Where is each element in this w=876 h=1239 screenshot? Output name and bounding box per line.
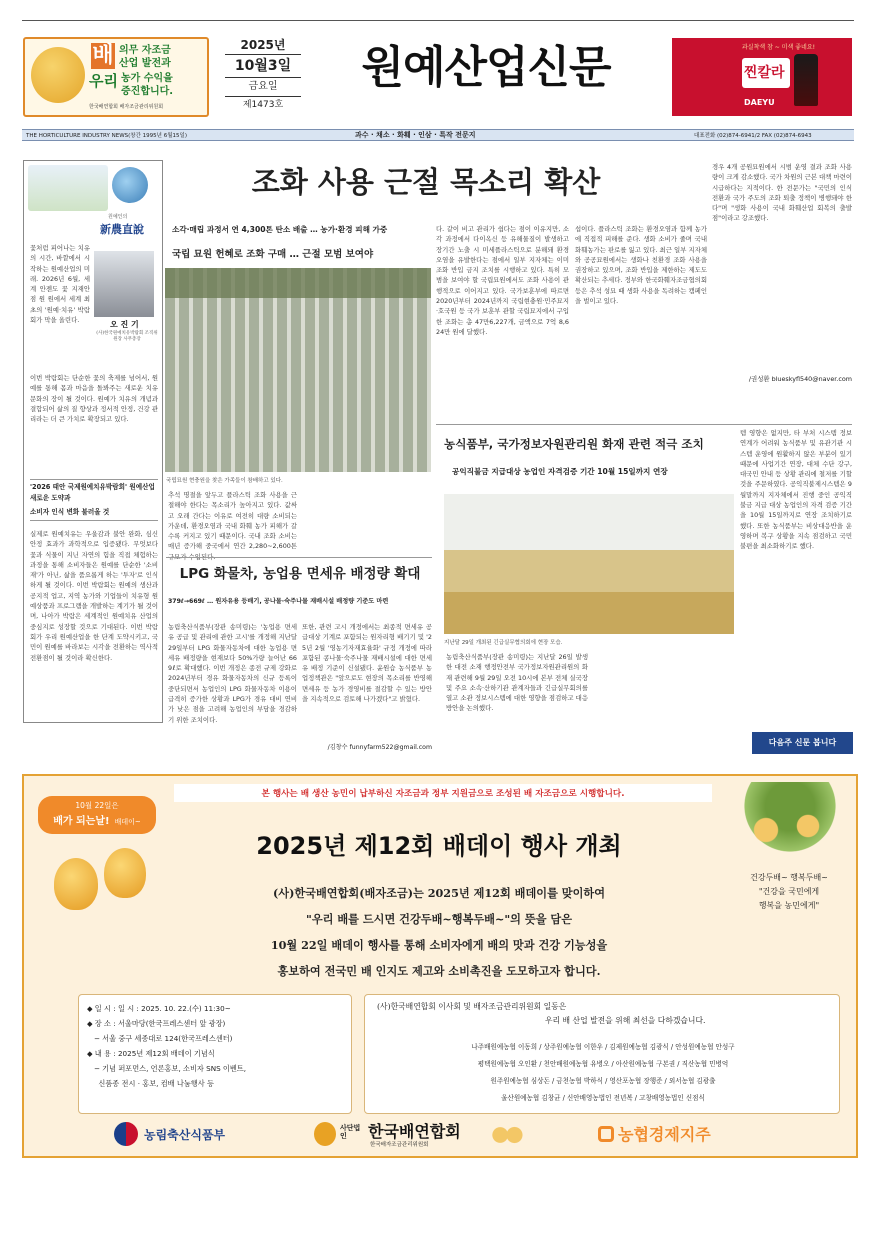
nonghyup-logo-icon	[598, 1126, 614, 1142]
right-ad[interactable]	[672, 38, 852, 116]
left-ad-line2: 산업 발전과	[119, 58, 171, 69]
pear-mascot-icon	[31, 47, 85, 103]
banner-notice: 본 행사는 배 생산 농민이 납부하신 자조금과 정부 지원금으로 조성된 배 자조금으로 시행합니다.	[174, 784, 712, 802]
event-info-address: − 서울 중구 세종대로 124(한국프레스센터)	[87, 1034, 233, 1043]
date-monthday: 10월3일	[225, 55, 301, 78]
footer-ministry: 농림축산식품부	[144, 1128, 226, 1142]
date-year: 2025년	[225, 37, 301, 55]
article3-headline: 농식품부, 국가정보자원관리원 화재 관련 적극 조치	[444, 437, 704, 451]
members-box	[364, 994, 840, 1114]
pear-day-badge	[38, 796, 156, 834]
author-name: 오 진 기	[110, 320, 139, 329]
badge-line2: 배가 되는날!	[53, 816, 110, 827]
subbar-founded: THE HORTICULTURE INDUSTRY NEWS(창간 1995년 6월15일)	[26, 133, 187, 139]
event-info-detail1: − 기념 퍼포먼스, 언론홍보, 소비자 SNS 이벤트,	[87, 1064, 247, 1073]
event-info-box	[78, 994, 352, 1114]
footer-nonghyup: 농협경제지주	[618, 1125, 711, 1144]
opinion-column	[23, 160, 163, 723]
banner-slogan3: 행복을 농민에게"	[758, 901, 820, 910]
members-title2: 우리 배 산업 발전을 위해 최선을 다하겠습니다.	[545, 1016, 706, 1025]
article2-col-b: 또한, 관련 고시 개정에서는 최종적 면세유 공급대상 기계로 포함되는 원자리형 배기기 및 '25년 2월 '영농기자재효율화' 규정 개정에 따라 포함된 콩나물·숙주나물 재배시설에 대한 면세유 배정 기준이 신설됐다. 윤원습 농식품부 농업정책관은 "앞으로도 현장의 목소리를 반영해 면세유 등 농가 경영비를 절감할 수 있는 방안을 지속적으로 검토해 나가겠다"고 밝혔다.	[302, 623, 432, 704]
members-row: 평택원예농협 오인환 / 천안배원예농협 유병오 / 아산원예농협 구본권 / 직산농협 민병억	[477, 1060, 729, 1068]
banner-title: 2025년 제12회 배데이 행사 개최	[256, 832, 622, 860]
event-info-date: ◆ 일 시 : 일 시 : 2025. 10. 22.(수) 11:30~	[87, 1004, 231, 1013]
article1-headline: 조화 사용 근절 목소리 확산	[251, 165, 601, 199]
article1-col-d: 경우 4개 공원묘원에서 시범 운영 결과 조화 사용량이 크게 감소했다. 국가 차원의 근본 대책 마련이 시급하다는 지적이다. 한 전문가는 "국민의 인식 전환과 국가 주도의 조화 퇴출 정책이 병행돼야 한다"며 "생화 사용이 국내 화훼산업 회복의 출발점"이라고 강조했다.	[712, 163, 852, 223]
next-issue-button[interactable]: 다음주 신문 봅니다	[752, 732, 853, 754]
column-illustration	[28, 165, 108, 211]
right-ad-tag: 과실착색 참 ~ 미색 좋네요!	[742, 44, 816, 51]
article3-col-a: 농림축산식품부(장관 송미령)는 지난달 26일 발생한 대전 소재 행정안전부 국가정보자원관리원의 화재 관련해 9월 29일 오전 10시에 본부 전체 실국장 및 주요 소속·산하기관 관계자들과 긴급실무회의를 열고 소관 정보시스템에 대한 영향을 점검하고 대응 방안을 논의했다.	[446, 653, 588, 713]
banner-body-line1: (사)한국배연합회(배자조금)는 2025년 제12회 배데이를 맞이하여	[272, 886, 606, 900]
article1-sub1: 소각·매립 과정서 연 4,300톤 탄소 배출 … 농가·환경 피해 가중	[172, 225, 388, 234]
column-name: 新農直說	[100, 223, 144, 236]
event-info-place: ◆ 장 소 : 서울마당(한국프레스센터 앞 광장)	[87, 1019, 226, 1028]
article2-headline: LPG 화물차, 농업용 면세유 배정량 확대	[179, 566, 421, 582]
article2-col-a: 농림축산식품부(장관 송미령)는 '농업용 면세유 공급 및 관리에 관한 고시'를 개정해 지난달 29일부터 LPG 화물자동차에 대한 농업용 면세유 배정량을 현재보다 50%가량 늘어난 669ℓ로 확대했다. 이번 개정은 종전 규제 강화로 2024년부터 경유 화물자동차의 신규 등록이 중단되면서 농업인의 LPG 화물자동차 이용이 급격히 증가한 상황과 LPG가 경유 대비 연비가 낮은 점을 고려해 농업인의 부담을 경감하기 위한 조치이다.	[168, 623, 297, 724]
members-row: 원주원예농협 심상돈 / 금천농협 박하식 / 영산포농협 장행준 / 외서농협 김광출	[490, 1077, 716, 1085]
left-ad-line1: 의무 자조금	[119, 45, 171, 56]
author-photo	[94, 251, 154, 317]
left-ad-sponsor: 한국배연합회 배자조금관리위원회	[89, 104, 164, 110]
footer-federation: 한국배연합회	[368, 1122, 461, 1141]
right-ad-maker: DAEYU	[744, 98, 775, 107]
pear-mascot-left-icon	[54, 858, 98, 910]
left-ad-big-our: 우리	[89, 72, 118, 90]
column-body1: 이번 박람회는 단순한 꽃의 축제를 넘어서, 원예를 통해 몸과 마음을 돌봐주는 새로운 치유문화의 장이 될 것이다. 원예가 치유의 개념과 결합되어 삶의 질 향상과 정서적 안정, 건강 관리라는 더 큰 가치로 확장되고 있다.	[30, 374, 158, 424]
badge-line3: 배데이~	[114, 818, 141, 826]
column-subhead1: '2026 태안 국제원예치유박람회' 원예산업 새로운 도약과	[30, 479, 158, 504]
article1-byline: /권성환 blueskyfl540@naver.com	[748, 375, 852, 383]
banner-body-line2: "우리 배를 드시면 건강두배~행복두배~"의 뜻을 담은	[305, 912, 573, 926]
article2-sub: 379ℓ→669ℓ … 원자유용 등배기, 공나물·숙주나물 재배시설 배정량 기준도 마련	[168, 598, 389, 605]
pear-federation-logo-icon	[314, 1122, 336, 1146]
author-title: (사)한국원예치유박람회 조직위원장 사무총장	[96, 331, 158, 342]
masthead-subbar	[22, 129, 854, 141]
pear-tree-illustration	[730, 782, 850, 862]
article3-sub: 공익직불금 지급대상 농업인 자격검증 기간 10월 15일까지 연장	[452, 467, 668, 476]
column-subhead2: 소비자 인식 변화 불러올 것	[30, 507, 158, 521]
event-info-detail2: 신품종 전시 · 홍보, 컴배 나눔행사 등	[87, 1079, 214, 1088]
article3-col-a2	[594, 652, 734, 756]
article1-col-a: 추석 명절을 앞두고 플라스틱 조화 사용을 근절해야 한다는 목소리가 높아지고 있다. 값싸고 오래 간다는 이유로 여전히 대량 소비되는 가운데, 환경오염과 국내 화훼 농가 피해가 갈수록 커지고 있기 때문이다. 국내 조화 소비는 매년 증가해 중국에서 연간 2,280~2,600톤	[168, 491, 297, 551]
article1-col-a2	[300, 490, 430, 542]
pear-pair-icon	[490, 1122, 524, 1148]
subbar-contact: 대표전화 (02)874-6941/2 FAX (02)874-6943	[694, 133, 812, 139]
pear-day-banner	[22, 774, 858, 1158]
ministry-logo-icon	[114, 1122, 138, 1146]
article1-sub2: 국립 묘원 헌혜로 조화 구매 … 근절 모범 보여야	[172, 249, 374, 260]
column-lead: 꽃처럼 피어나는 치유의 시간, 바깥에서 시작하는 원예산업의 미래. 2026년 6월, 세계 안젠도 꽃 지재안점 원 원에서 세계 최초의 '원예·치유' 박람회가 막을 올린다.	[30, 244, 90, 325]
event-info-content: ◆ 내 용 : 2025년 제12회 배데이 기념식	[87, 1049, 215, 1058]
article3-caption: 지난달 29일 개최된 긴급실무협의회에 현장 모습.	[444, 640, 563, 646]
globe-icon	[112, 167, 148, 203]
column-series: 원예인의	[108, 214, 128, 220]
members-title1: (사)한국배연합회 이사회 및 배자조금관리위원회 일동은	[377, 1002, 567, 1011]
banner-slogan2: "건강을 국민에게	[758, 887, 820, 896]
article1-col-b: 다. 같이 비고 관리가 쉽다는 점이 이유지만, 소각 과정에서 다이옥신 등 유해물질이 발생하고 장기간 노출 시 미세플라스틱으로 분해돼 환경오염을 유발한다는 점에서 일부 지자체는 이미 조화 반입 금지 조치를 시행하고 있다. 특히 모범을 보여야 할 국립묘원에서도 조화 사용이 관행적으로 이어지고 있다. 국가보훈부에 따르면 2020년부터 2024년까지 국립현충원·민주묘지·호국원 등 국가 보훈부 관할 국립묘지에서 구입한 조화는 총 47만6,227개, 금액으로 7억 8,624만 원에 달했다.	[436, 225, 569, 336]
members-row: 나주배원예농협 이동희 / 상주원예농협 이한우 / 김제원예농협 김광식 / 안성원예농협 안성구	[471, 1043, 735, 1051]
badge-line1: 10월 22일은	[75, 801, 119, 810]
article2-byline: /김창수 funnyfarm522@gmail.com	[327, 744, 432, 751]
product-bottle-icon	[794, 54, 818, 106]
article1-photo	[165, 268, 431, 472]
banner-body-line4: 홍보하여 전국민 배 인지도 제고와 소비촉진을 도모하고자 합니다.	[277, 964, 601, 978]
members-row: 울산원예농협 김창균 / 신안배영농법인 전년복 / 고창배영농법인 신점식	[501, 1094, 705, 1102]
issue-number: 제1473호	[242, 100, 284, 110]
banner-slogan1: 건강두배~ 행복두배~	[750, 873, 828, 882]
column-body2: 실제로 원예치유는 우울감과 불안 완화, 심신 안정 효과가 과학적으로 입증됐다. 무엇보다 꽃과 식물이 지닌 자연의 힘을 직접 체험하는 과정을 통해 소비자들은 원예를 단순한 '소비재'가 아닌, 삶을 품요롭게 하는 '투자'로 인식하게 될 것이다. 이번 박람회는 원예의 생산과 공지적 업고, 지역 농가와 기업들이 치유형 원예상품과 프로그램을 개발하는 계기가 될 것이며, 나아가 박람은 세계적인 원예치유 산업의 중심지로 성장할 것으로 기대된다. 이번 박람회가 우리 원예산업을 한 단계 도약시키고, 국민이 원예를 바라보는 시각을 전환하는 역사적 전환점이 될 것이라 확신한다.	[30, 530, 158, 662]
left-ad-big-pear: 배	[92, 43, 114, 68]
footer-federation-sub: 한국배자조금관리위원회	[370, 1142, 429, 1148]
pear-mascot-right-icon	[104, 848, 146, 898]
article3-photo	[444, 494, 734, 634]
article1-caption: 국립묘원 현충원을 찾은 가족들이 참배하고 있다.	[166, 478, 283, 484]
article3-col-b: 템 영향은 없지만, 타 부처 시스템 정보연계가 어려워 농식품부 및 유관기관 시스템 운영에 원활하지 않은 부분이 있기 때문에 사업기간 연장, 대체 수단 강구, 대국민 안내 등 상황 관리에 철저를 기할 것을 주문하였다. 공익직불제시스템은 9월말까지 지자체에서 진행 중인 공익직불금 지급 대상 농업인의 자격 검증 기간을 10월 15일까지로 연장 조치하기로 했다. 또한 농식품부는 비상대응반을 운영하며 복구 상황을 지속 점검하고 국민 불편을 최소화하기로 했다.	[740, 429, 852, 551]
footer-federation-prefix: 사단법인	[340, 1124, 361, 1140]
left-ad[interactable]	[23, 37, 209, 117]
right-ad-brand: 찐칼라	[744, 65, 785, 81]
left-ad-line3: 농가 수익을	[121, 73, 173, 84]
article1-col-c: 섭이다. 플라스틱 조화는 환경오염과 함께 농가에 직접적 피해를 준다. 생화 소비가 줄며 국내 화훼농가는 판로를 잃고 있다. 최근 일부 지자체와 공공묘원에서는 생화나 친환경 조화 사용을 권장하고 있으며, 조화 반입을 제한하는 제도도 확산되는 추세다. 정부와 한국화훼자조금협의회 등은 추석 성묘 때 생화 사용을 독려하는 캠페인을 벌이고 있다.	[575, 225, 707, 306]
date-block	[225, 37, 301, 119]
left-ad-line4: 증진합니다.	[121, 86, 174, 97]
date-weekday: 금요일	[225, 78, 301, 97]
newspaper-title: 원예산업신문	[361, 42, 611, 93]
subbar-sections: 과수 · 채소 · 화훼 · 인삼 · 특작 전문지	[355, 131, 476, 139]
banner-body-line3: 10월 22일 배데이 행사를 통해 소비자에게 배의 맛과 건강 기능성을	[270, 938, 608, 952]
